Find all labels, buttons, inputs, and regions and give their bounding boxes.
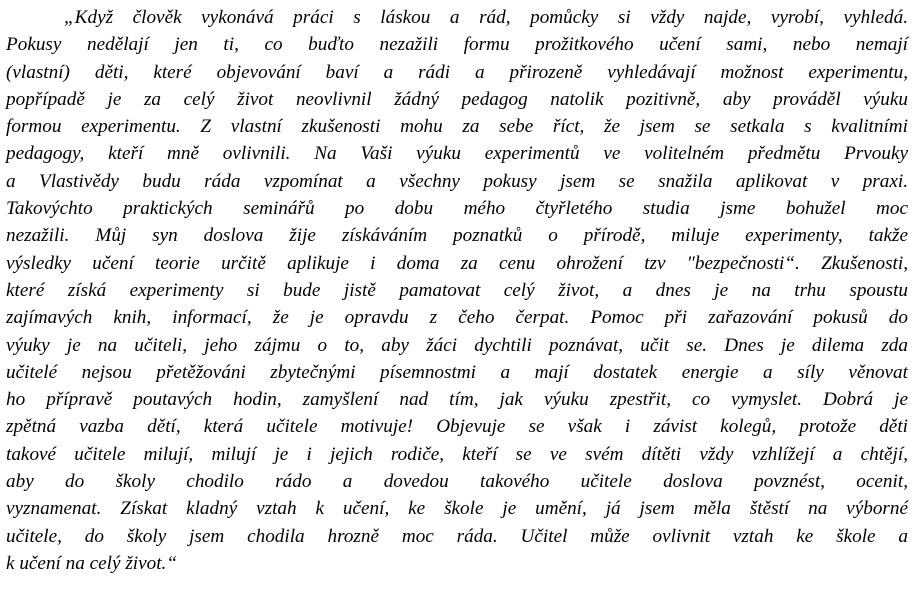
quote-line-2: Pokusy nedělají jen ti, co buďto nezažili formu prožitkového učení sami, nebo nemají	[6, 34, 908, 56]
quote-line-8: Takovýchto praktických seminářů po dobu mého čtyřletého studia jsme bohužel moc	[6, 198, 908, 220]
quote-line-9: nezažili. Můj syn doslova žije získáváním poznatků o přírodě, miluje experimenty, takže	[6, 225, 908, 247]
quote-line-10: výsledky učení teorie určitě aplikuje i doma za cenu ohrožení tzv "bezpečnosti“. Zkušenosti,	[6, 252, 908, 274]
quote-line-21: k učení na celý život.“	[6, 552, 178, 574]
quote-line-12: zajímavých knih, informací, že je opravdu z čeho čerpat. Pomoc při zařazování pokusů do	[6, 307, 908, 329]
quote-line-18: aby do školy chodilo rádo a dovedou takového učitele doslova povznést, ocenit,	[6, 471, 908, 493]
quote-line-17: takové učitele milují, milují je i jejich rodiče, kteří se ve svém dítěti vždy vzhlížejí a chtějí,	[6, 443, 908, 465]
quote-line-11: které získá experimenty si bude jistě pamatovat celý život, a dnes je na trhu spoustu	[6, 279, 908, 301]
quote-line-16: zpětná vazba dětí, která učitele motivuje! Objevuje se však i závist kolegů, protože děti	[6, 416, 908, 438]
quote-line-3: (vlastní) děti, které objevování baví a rádi a přirozeně vyhledávají možnost experimentu,	[6, 61, 908, 83]
quote-line-5: formou experimentu. Z vlastní zkušenosti mohu za sebe říct, že jsem se setkala s kvalitními	[6, 116, 908, 138]
quote-line-1: „Když člověk vykonává práci s láskou a rád, pomůcky si vždy najde, vyrobí, vyhledá.	[64, 7, 908, 28]
quote-line-14: učitelé nejsou přetěžováni zbytečnými písemnostmi a mají dostatek energie a síly věnovat	[6, 361, 908, 383]
quote-line-15: ho přípravě poutavých hodin, zamyšlení nad tím, jak výuku zpestřit, co vymyslet. Dobrá je	[6, 389, 908, 411]
quote-line-20: učitele, do školy jsem chodila hrozně moc ráda. Učitel může ovlivnit vztah ke škole a	[6, 525, 908, 547]
quote-document	[6, 4, 908, 577]
quote-line-7: a Vlastivědy budu ráda vzpomínat a všechny pokusy jsem se snažila aplikovat v praxi.	[6, 170, 908, 192]
quote-line-6: pedagogy, kteří mně ovlivnili. Na Vaši výuku experimentů ve volitelném předmětu Prvouky	[6, 143, 908, 165]
quote-line-4: popřípadě je za celý život neovlivnil žádný pedagog natolik pozitivně, aby prováděl výuku	[6, 88, 908, 110]
quote-line-19: vyznamenat. Získat kladný vztah k učení, ke škole je umění, já jsem měla štěstí na výborné	[6, 498, 908, 520]
quote-line-13: výuky je na učiteli, jeho zájmu o to, aby žáci dychtili poznávat, učit se. Dnes je dilema zda	[6, 334, 908, 356]
